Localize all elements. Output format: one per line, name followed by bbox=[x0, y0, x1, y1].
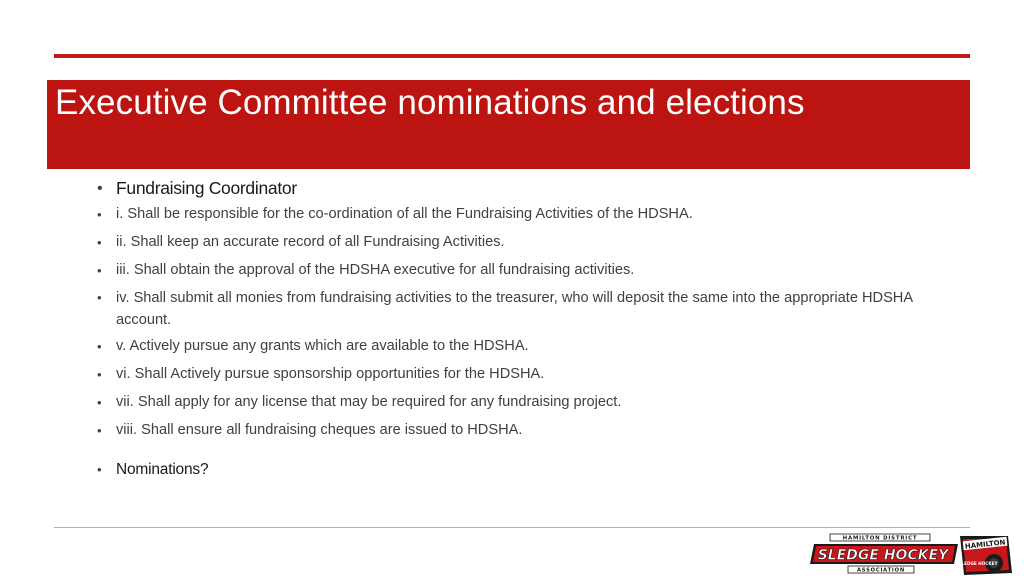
logo-badge-top-text: HAMILTON bbox=[964, 538, 1006, 551]
bullet-icon: • bbox=[97, 235, 102, 250]
title-band bbox=[47, 80, 970, 169]
list-item-text: vi. Shall Actively pursue sponsorship opportunities for the HDSHA. bbox=[116, 366, 545, 382]
bullet-icon: • bbox=[97, 180, 103, 197]
list-item bbox=[96, 287, 936, 331]
bullet-icon: • bbox=[97, 263, 102, 278]
logo-bottom-text: ASSOCIATION bbox=[856, 567, 906, 574]
slide-title: Executive Committee nominations and elections bbox=[55, 83, 805, 122]
list-item bbox=[96, 365, 936, 384]
list-item-text: v. Actively pursue any grants which are available to the HDSHA. bbox=[116, 338, 529, 354]
list-item bbox=[96, 261, 936, 280]
bullet-icon: • bbox=[97, 339, 102, 354]
sledge-hockey-logo bbox=[808, 533, 1018, 576]
bullet-icon: • bbox=[97, 423, 102, 438]
list-item-text: viii. Shall ensure all fundraising cheques are issued to HDSHA. bbox=[116, 422, 523, 438]
list-heading bbox=[96, 176, 936, 200]
list-item-text: iv. Shall submit all monies from fundraising activities to the treasurer, who will deposit the same into the appropriate HDSHA account. bbox=[116, 290, 913, 328]
list-item bbox=[96, 393, 936, 412]
list-item bbox=[96, 233, 936, 252]
bullet-list bbox=[96, 176, 936, 479]
list-item-text: ii. Shall keep an accurate record of all Fundraising Activities. bbox=[116, 234, 505, 250]
logo-badge-bottom-text: SLEDGE HOCKEY bbox=[958, 561, 998, 566]
list-item-text: iii. Shall obtain the approval of the HDSHA executive for all fundraising activities. bbox=[116, 262, 635, 278]
list-item-text: i. Shall be responsible for the co-ordination of all the Fundraising Activities of the HDSHA. bbox=[116, 206, 693, 222]
list-item bbox=[96, 421, 936, 440]
bullet-icon: • bbox=[97, 290, 102, 305]
logo-wordmark bbox=[810, 534, 958, 574]
slide-content bbox=[96, 176, 936, 479]
bullet-icon: • bbox=[97, 207, 102, 222]
nominations-text: Nominations? bbox=[116, 461, 209, 478]
heading-text: Fundraising Coordinator bbox=[116, 178, 297, 198]
logo-main-text: SLEDGE HOCKEY bbox=[817, 547, 949, 564]
list-item bbox=[96, 205, 936, 224]
top-rule bbox=[54, 54, 970, 58]
nominations-item bbox=[96, 460, 936, 479]
list-item bbox=[96, 337, 936, 356]
bullet-icon: • bbox=[97, 462, 102, 477]
bullet-icon: • bbox=[97, 395, 102, 410]
logo-top-text: HAMILTON DISTRICT bbox=[842, 535, 918, 542]
bullet-icon: • bbox=[97, 367, 102, 382]
logo-badge bbox=[958, 536, 1012, 575]
bottom-rule bbox=[54, 527, 970, 528]
list-item-text: vii. Shall apply for any license that may be required for any fundraising project. bbox=[116, 394, 622, 410]
